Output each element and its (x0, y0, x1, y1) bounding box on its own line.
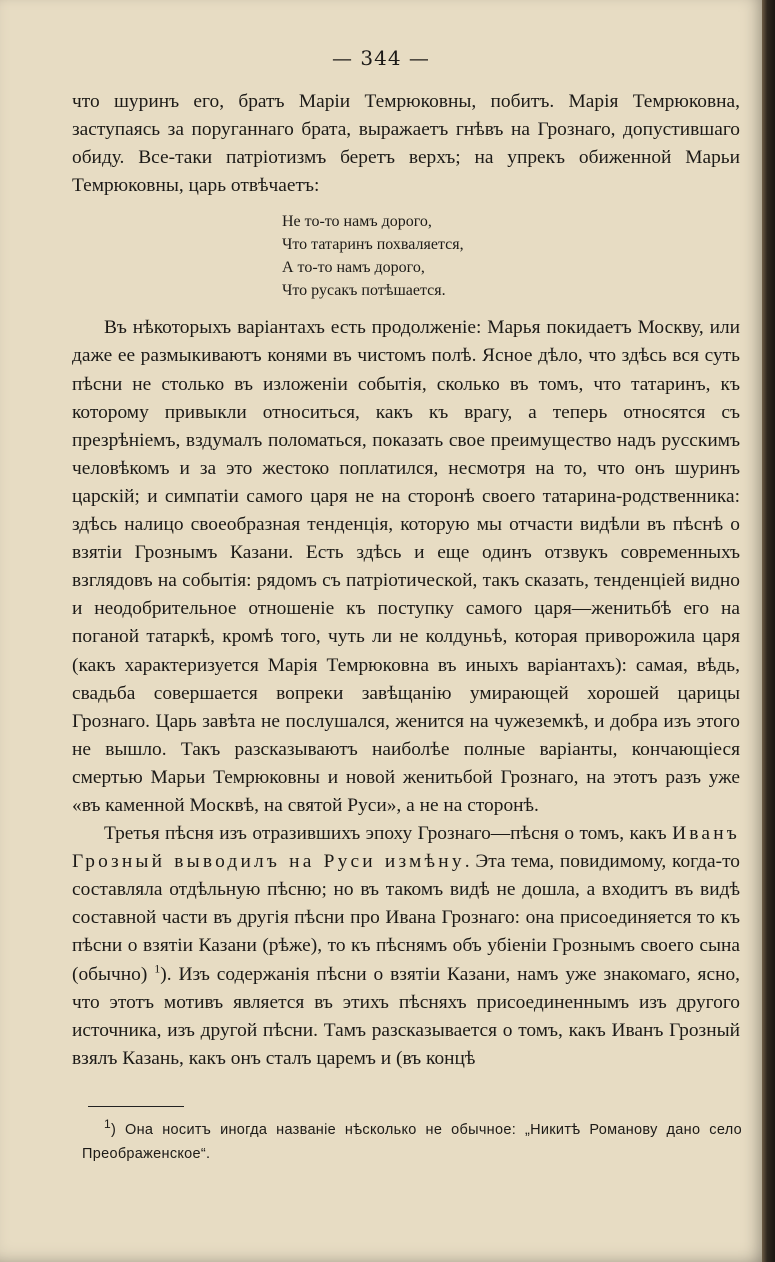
page-number-header: — 344 — (332, 46, 430, 70)
paragraph-2: Въ нѣкоторыхъ варіантахъ есть продолженіе: Марья покидаетъ Москву, или даже ее размыкиваютъ конями въ чистомъ полѣ. Ясное дѣло, что здѣсь вся суть пѣсни не столько въ изложеніи событія, сколько въ томъ, что татаринъ, къ которому привыкли относиться, какъ къ врагу, а теперь относятся съ презрѣніемъ, вздумалъ поломаться, показать свое преимущество надъ русскимъ человѣкомъ и за это жестоко поплатился, несмотря на то, что онъ шуринъ царскій; и симпатіи самого царя не на сторонѣ своего татарина-родственника: здѣсь налицо своеобразная тенденція, которую мы отчасти видѣли въ пѣснѣ о взятіи Грознымъ Казани. Есть здѣсь и еще одинъ отзвукъ современныхъ взглядовъ на событія: рядомъ съ патріотической, такъ сказать, тенденціей видно и неодобрительное отношеніе къ поступку самого царя—женитьбѣ его на поганой татаркѣ, кромѣ того, чуть ли не колдуньѣ, которая приворожила царя (какъ характеризуется Марія Темрюковна въ иныхъ варіантахъ): самая, вѣдь, свадьба совершается вопреки завѣщанію умирающей хорошей царицы Грознаго. Царь завѣта не послушался, женится на чужеземкѣ, и добра изъ этого не вышло. Такъ разсказываютъ наиболѣе полные варіанты, кончающіеся смертью Марьи Темрюковны и новой женитьбой Грознаго, на этотъ разъ уже «въ каменной Москвѣ, на святой Руси», а не на сторонѣ. (72, 317, 740, 816)
paragraph-3: Третья пѣсня изъ отразившихъ эпоху Грознаго—пѣсня о томъ, какъ Иванъ Грозный выводилъ на Руси измѣну. Эта тема, повидимому, когда-то составляла отдѣльную пѣсню; но въ такомъ видѣ не дошла, а входитъ въ видѣ составной части въ другія пѣсни про Ивана Грознаго: она присоединяется то къ пѣсни о взятіи Казани (рѣже), то къ пѣснямъ объ убіеніи Грознымъ своего сына (обычно) $^1$). Изъ содержанія пѣсни о взятіи Казани, намъ уже знакомаго, ясно, что этотъ мотивъ является въ этихъ пѣсняхъ присоединеннымъ изъ другого источника, изъ другой пѣсни. Тамъ разсказывается о томъ, какъ Иванъ Грозный взялъ Казань, какъ онъ сталъ царемъ и (въ концѣ (72, 823, 740, 1069)
verse-line-1: Не то-то намъ дорого, (282, 213, 432, 231)
footnote-reference: 1 (154, 961, 161, 976)
footnote-text: Она носитъ иногда названіе нѣсколько не обычное: „Никитѣ Романову дано село Преображенское“. (82, 1122, 742, 1162)
footnote-divider (88, 1106, 184, 1107)
paragraph-1: что шуринъ его, братъ Маріи Темрюковны, побитъ. Марія Темрюковна, заступаясь за поруганнаго брата, выражаетъ гнѣвъ на Грознаго, допустившаго обиду. Все-таки патріотизмъ беретъ верхъ; на упрекъ обиженной Марьи Темрюковны, царь отвѣчаетъ: (72, 91, 740, 197)
verse-line-4: Что русакъ потѣшается. (282, 282, 446, 300)
verse-line-2: Что татаринъ похваляется, (282, 236, 464, 254)
verse-line-3: А то-то намъ дорого, (282, 259, 425, 277)
page-edge-shadow (762, 0, 775, 1262)
verse-quote (282, 210, 740, 302)
paragraph-3-middle: . Эта тема, повидимому, когда-то составляла отдѣльную пѣсню; но въ такомъ видѣ не дошла, а входитъ въ видѣ составной части въ другія пѣсни про Ивана Грознаго: она присоединяется то къ пѣсни о взятіи Казани (рѣже), то къ пѣснямъ объ убіеніи Грознымъ своего сына (обычно) (72, 851, 740, 985)
song-title-spaced: Иванъ Грозный выводилъ на Руси измѣну (72, 823, 740, 873)
paragraph-3-end: . Изъ содержанія пѣсни о взятіи Казани, намъ уже знакомаго, ясно, что этотъ мотивъ является въ этихъ пѣсняхъ присоединеннымъ изъ другого источника, изъ другой пѣсни. Тамъ разсказывается о томъ, какъ Иванъ Грозный взялъ Казань, какъ онъ сталъ царемъ и (въ концѣ (72, 963, 740, 1069)
footnote-number: 1 (104, 1117, 111, 1132)
paragraph-3-start: Третья пѣсня изъ отразившихъ эпоху Грознаго—пѣсня о томъ, какъ (104, 823, 673, 845)
main-text (72, 88, 740, 1073)
footnote: $^1$) Она носитъ иногда названіе нѣсколько не обычное: „Никитѣ Романову дано село Преображенское“. (82, 1117, 742, 1162)
